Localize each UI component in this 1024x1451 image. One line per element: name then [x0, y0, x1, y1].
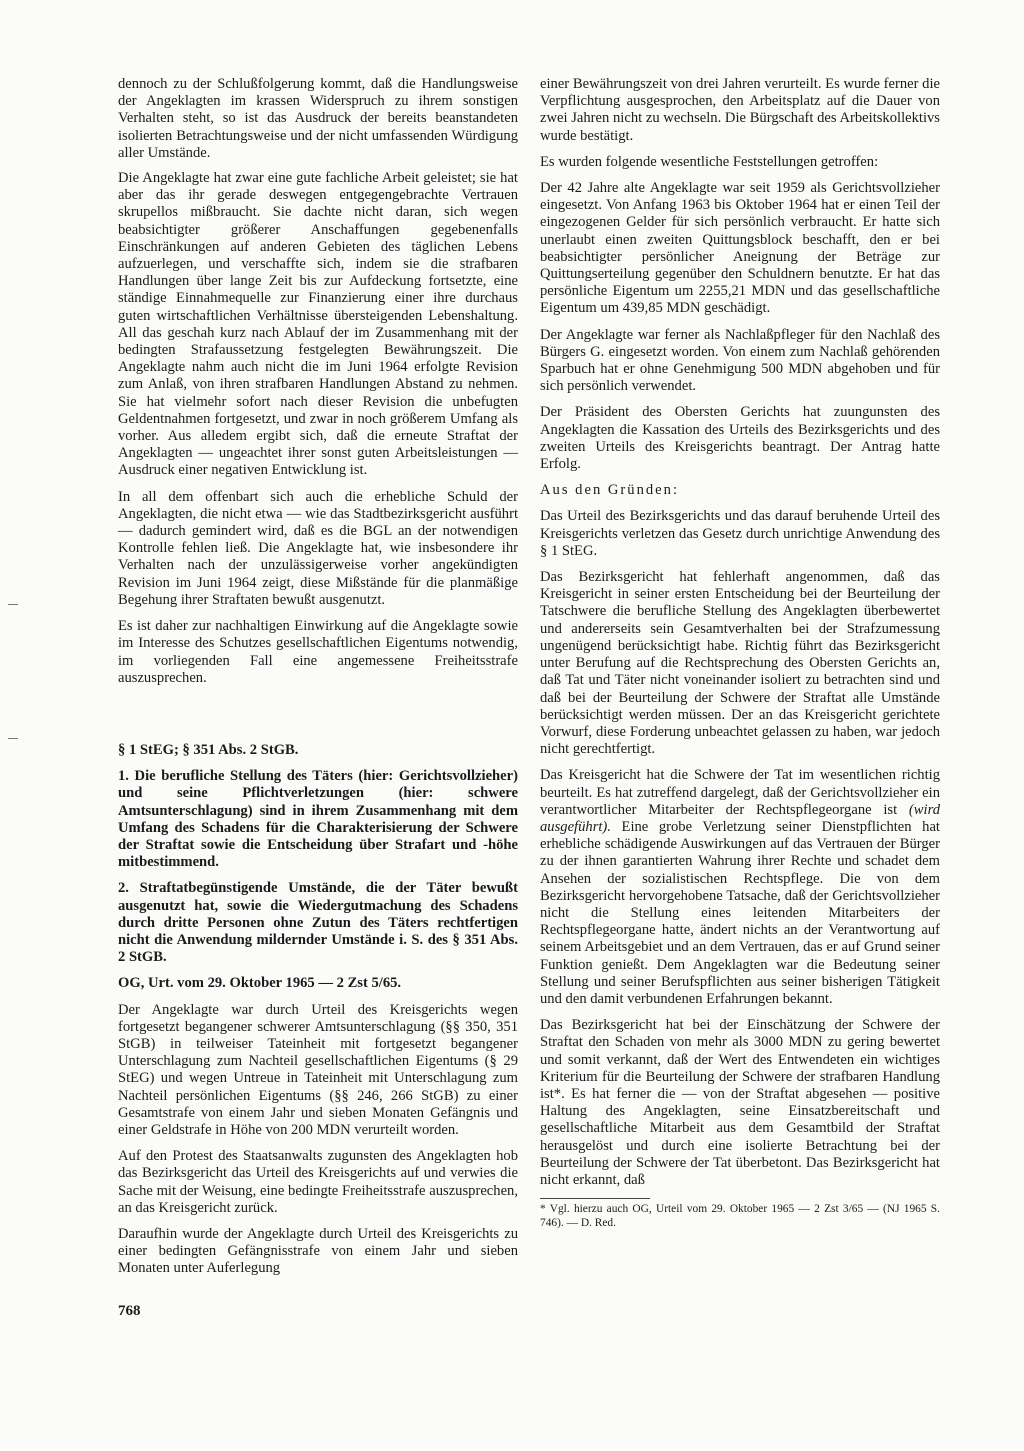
right-column	[540, 76, 940, 1239]
holding-2: 2. Straftatbegünstigende Umstände, die der Täter bewußt ausgenutzt hat, sowie die Wiedergutmachung des Schadens durch dritte Personen ohne Zutun des Täters rechtfertigen nicht die Anwendung mildernder Umstände i. S. des § 351 Abs. 2 StGB.	[118, 880, 518, 966]
section-heading: Aus den Gründen:	[540, 482, 680, 499]
paragraph: Der 42 Jahre alte Angeklagte war seit 1959 als Gerichtsvollzieher eingesetzt. Von Anfang 1963 bis Oktober 1964 hat er einen Teil der eingezogenen Gelder für sich persönlich verbraucht. Er hatte sich unerlaubt einen zweiten Quittungsblock beschafft, den er bei beabsichtigter persönlicher Aneignung der Beträge zur Quittungserteilung gegenüber den Schuldnern benutzte. Er hat das persönliche Eigentum um 2255,21 MDN und das gesellschaftliche Eigentum um 439,85 MDN geschädigt.	[540, 180, 940, 317]
paragraph: Das Bezirksgericht hat bei der Einschätzung der Schwere der Straftat den Schaden von mehr als 3000 MDN zu gering bewertet und somit verkannt, daß der Wert des Entwendeten ein wichtiges Kriterium für die Beurteilung der Schwere der strafbaren Handlung ist*. Es hat ferner die — von der Straftat abgesehen — positive Haltung des Angeklagten, seine Einsatzbereitschaft und gesellschaftliche Mitarbeit aus dem Gesamtbild der Straftat herausgelöst und durch eine isolierte Betrachtung bei der Beurteilung der Schwere der Tat überbetont. Das Bezirksgericht hat nicht erkannt, daß	[540, 1017, 940, 1188]
footnote-divider	[540, 1198, 650, 1199]
paragraph: Daraufhin wurde der Angeklagte durch Urteil des Kreisgerichts zu einer bedingten Gefängnisstrafe von einem Jahr und sieben Monaten unter Auferlegung	[118, 1225, 518, 1277]
margin-mark	[8, 738, 18, 739]
paragraph: Auf den Protest des Staatsanwalts zugunsten des Angeklagten hob das Bezirksgericht das Urteil des Kreisgerichts auf und verwies die Sache mit der Weisung, eine bedingte Freiheitsstrafe auszusprechen, an das Kreisgericht zurück.	[118, 1148, 518, 1216]
paragraph: Das Bezirksgericht hat fehlerhaft angenommen, daß das Kreisgericht in seiner ersten Entscheidung bei der Beurteilung der Tatschwere die berufliche Stellung des Angeklagten überbewertet und andererseits sein Gesamtverhalten bei der Strafzumessung ungenügend berücksichtigt habe. Richtig führt das Bezirksgericht unter Berufung auf die Rechtsprechung des Obersten Gerichts an, daß Tat und Täter nicht voneinander isoliert zu betrachten sind und daß bei der Beurteilung der Schwere der Straftat alle Umstände berücksichtigt werden müssen. Der an das Kreisgericht gerichtete Vorwurf, diese Forderung unbeachtet gelassen zu haben, war jedoch nicht gerechtfertigt.	[540, 569, 940, 758]
paragraph: einer Bewährungszeit von drei Jahren verurteilt. Es wurde ferner die Verpflichtung ausgesprochen, den Arbeitsplatz auf die Dauer von zwei Jahren nicht zu wechseln. Die Bürgschaft des Arbeitskollektivs wurde bestätigt.	[540, 76, 940, 144]
paragraph: Es wurden folgende wesentliche Feststellungen getroffen:	[540, 153, 879, 170]
paragraph: Es ist daher zur nachhaltigen Einwirkung auf die Angeklagte sowie im Interesse des Schutzes gesellschaftlichen Eigentums notwendig, im vorliegenden Fall eine angemessene Freiheitsstrafe auszusprechen.	[118, 618, 518, 686]
paragraph: Der Angeklagte war durch Urteil des Kreisgerichts wegen fortgesetzt begangener schwerer Amtsunterschlagung (§§ 350, 351 StGB) in teilweiser Tateinheit mit fortgesetzt begangener Unterschlagung zum Nachteil gesellschaftlichen Eigentums (§ 29 StEG) und wegen Untreue in Tateinheit mit Unterschlagung zum Nachteil persönlichen Eigentums (§§ 246, 266 StGB) zu einer Gesamtstrafe von einem Jahr und sieben Monaten Gefängnis und einer Geldstrafe in Höhe von 200 MDN verurteilt worden.	[118, 1001, 518, 1138]
margin-mark	[8, 604, 18, 605]
page-number: 768	[118, 1303, 141, 1319]
paragraph-text: Eine grobe Verletzung seiner Dienstpflichten hat erhebliche schädigende Auswirkungen auf das Vertrauen der Bürger zu der ihnen garantierten Wahrung ihrer Rechte und schadet dem Ansehen der sozialistischen Rechtspflege. Die von dem Bezirksgericht hervorgehobene Tatsache, daß der Gerichtsvollzieher nicht die Stellung eines leitenden Mitarbeiters der Rechtspflegeorgane hatte, ändert nichts an der Verantwortung auf seinem Arbeitsgebiet und an dem Vertrauen, das er auf Grund seiner Funktion genießt. Dem Angeklagten war die Bedeutung seiner Stellung und seiner Berufspflichten aus seiner bisherigen Tätigkeit und den damit verbundenen Erfahrungen bekannt.	[540, 818, 940, 1007]
holding-1: 1. Die berufliche Stellung des Täters (hier: Gerichtsvollzieher) und seine Pflichtverletzungen (hier: schwere Amtsunterschlagung) sind in ihrem Zusammenhang mit dem Umfang des Schadens für die Charakterisierung der Schwere der Straftat sowie die Entscheidung über Strafart und -höhe mitbestimmend.	[118, 768, 518, 871]
paragraph-text: Das Kreisgericht hat die Schwere der Tat im wesentlichen richtig beurteilt. Es hat zutreffend dargelegt, daß der Gerichtsvollzieher ein verantwortlicher Mitarbeiter der Rechtspflegeorgane ist	[540, 767, 940, 818]
footnote: * Vgl. hierzu auch OG, Urteil vom 29. Oktober 1965 — 2 Zst 3/65 — (NJ 1965 S. 746). — D. Red.	[540, 1203, 940, 1229]
left-column	[118, 76, 518, 1287]
section-gap	[118, 696, 518, 742]
paragraph: Die Angeklagte hat zwar eine gute fachliche Arbeit geleistet; sie hat aber das ihr gerade deswegen entgegengebrachte Vertrauen skrupellos mißbraucht. Sie dachte nicht daran, sich wegen beabsichtigter größerer Anschaffungen gegebenenfalls Einschränkungen auf anderen Gebieten des täglichen Lebens aufzuerlegen, und verschaffte sich, indem sie die strafbaren Handlungen über lange Zeit bis zur Aufdeckung fortsetzte, eine ständige Einnahmequelle zur Finanzierung einer ihre durchaus guten wirtschaftlichen Verhältnisse übersteigenden Lebenshaltung. All das geschah kurz nach Ablauf der im Zusammenhang mit der bedingten Strafaussetzung festgelegten Bewährungszeit. Die Angeklagte nahm auch nicht die im Juni 1964 erfolgte Revision zum Anlaß, von ihren strafbaren Handlungen Abstand zu nehmen. Sie hat vielmehr sofort nach dieser Revision die unbefugten Geldentnahmen fortgesetzt, und zwar in noch größerem Umfang als vorher. Aus alledem ergibt sich, daß die erneute Straftat der Angeklagten — ungeachtet ihrer sonst guten Arbeitsleistungen — Ausdruck einer negativen Entwicklung ist.	[118, 170, 518, 479]
case-reference: OG, Urt. vom 29. Oktober 1965 — 2 Zst 5/65.	[118, 975, 402, 992]
paragraph: dennoch zu der Schlußfolgerung kommt, daß die Handlungsweise der Angeklagten im krassen Widerspruch zu ihrem sonstigen Verhalten steht, so ist das Ausdruck der bereits beanstandeten isolierten Betrachtungsweise und der nicht umfassenden Würdigung aller Umstände.	[118, 76, 518, 161]
section-reference: § 1 StEG; § 351 Abs. 2 StGB.	[118, 741, 299, 758]
italic-note: (wird ausgeführt).	[540, 801, 941, 835]
paragraph: Der Angeklagte war ferner als Nachlaßpfleger für den Nachlaß des Bürgers G. eingesetzt worden. Von einem zum Nachlaß gehörenden Sparbuch hat er ohne Genehmigung 500 MDN abgehoben und für sich persönlich verwendet.	[540, 326, 940, 395]
paragraph	[540, 767, 940, 1008]
paragraph: Der Präsident des Obersten Gerichts hat zuungunsten des Angeklagten die Kassation des Urteils des Bezirksgerichts und des zweiten Urteils des Kreisgerichts beantragt. Der Antrag hatte Erfolg.	[540, 404, 940, 473]
paragraph: Das Urteil des Bezirksgerichts und das darauf beruhende Urteil des Kreisgerichts verletzen das Gesetz durch unrichtige Anwendung des § 1 StEG.	[540, 508, 940, 559]
paragraph: In all dem offenbart sich auch die erhebliche Schuld der Angeklagten, die nicht etwa — wie das Stadtbezirksgericht ausführt — dadurch gemindert wird, daß es die BGL an der notwendigen Kontrolle fehlen ließ. Die Angeklagte hat, wie insbesondere ihr Verhalten nach der unzulässigerweise vorher angekündigten Revision im Juni 1964 zeigt, diese Mißstände für die planmäßige Begehung ihrer Straftaten bewußt ausgenutzt.	[118, 488, 518, 608]
